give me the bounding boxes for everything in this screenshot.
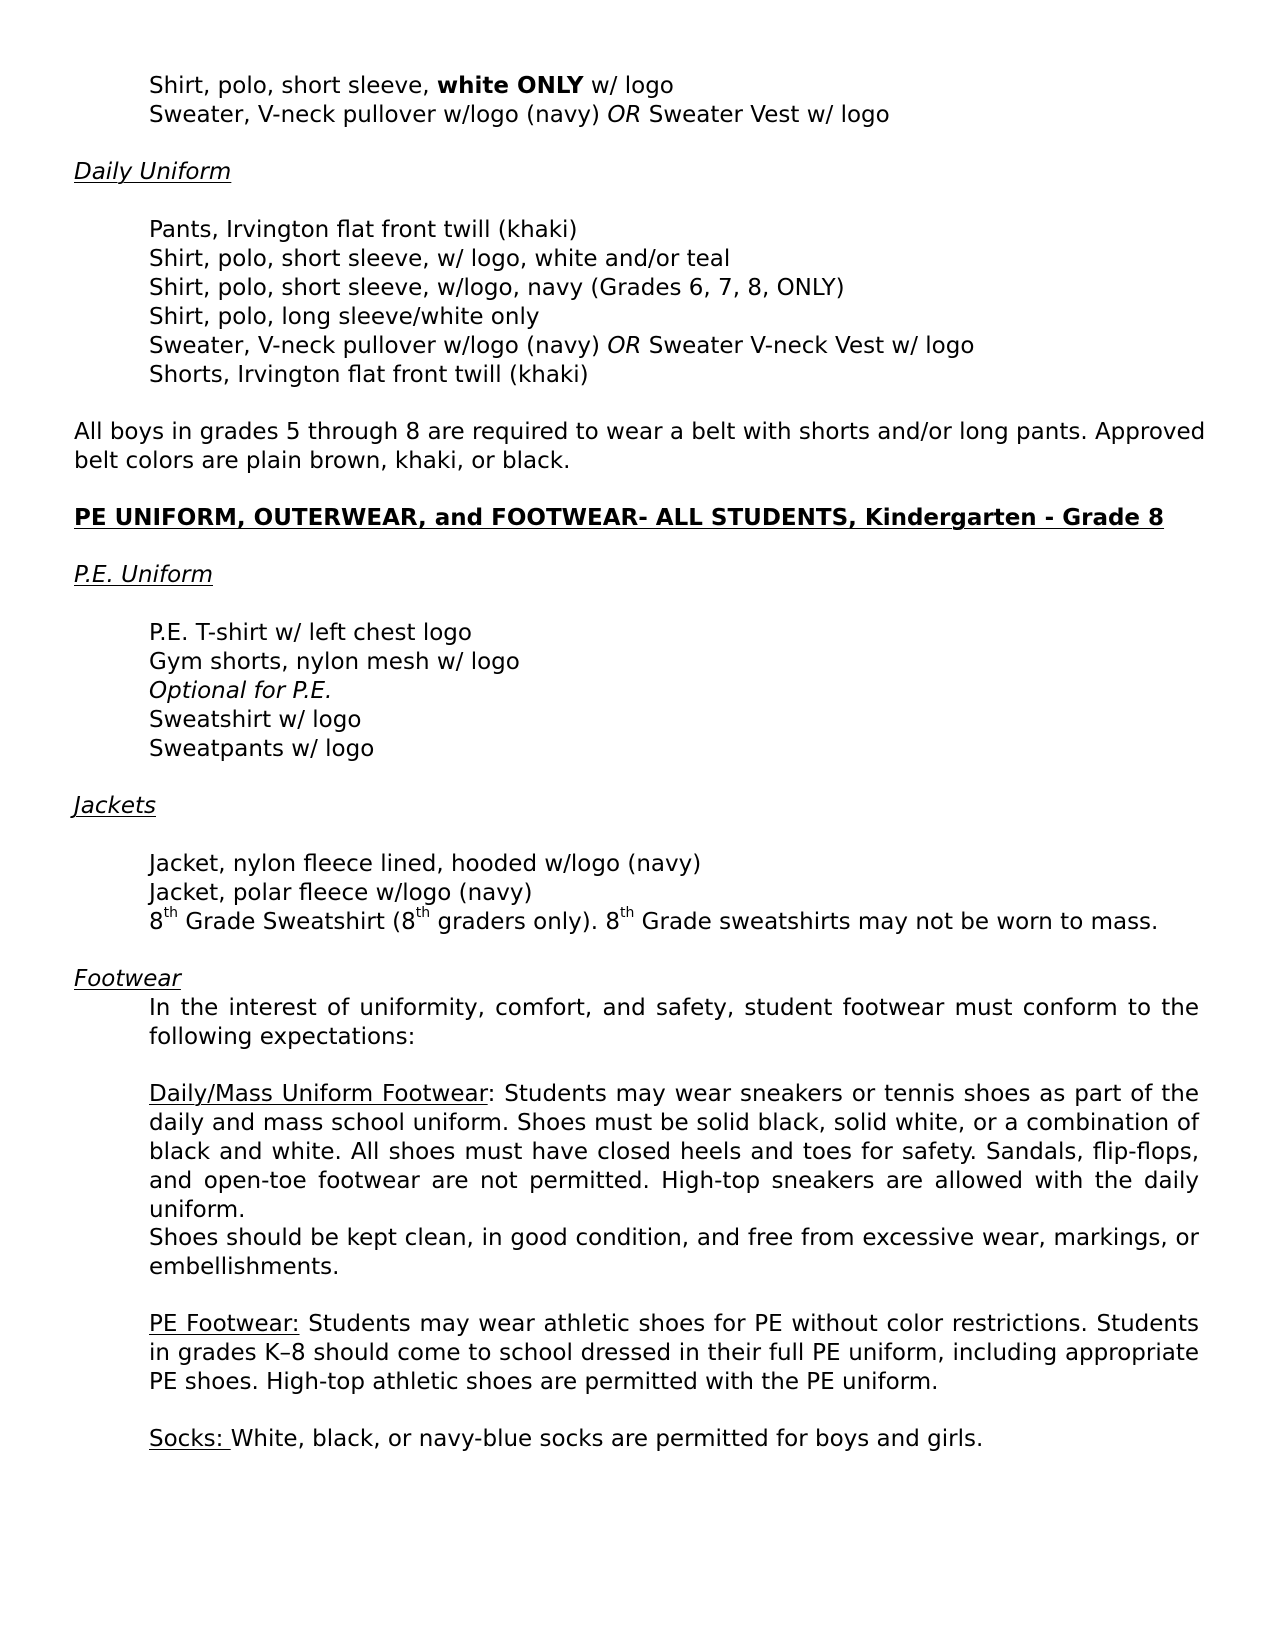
pe-item: Gym shorts, nylon mesh w/ logo	[149, 649, 520, 675]
daily-item: Shirt, polo, short sleeve, w/logo, navy (Grades 6, 7, 8, ONLY)	[149, 275, 845, 301]
grade8-sweatshirt-item	[149, 905, 1159, 937]
paragraph-text: Students may wear athletic shoes for PE without color restrictions. Students in grades K–8 should come to school dressed in their full PE uniform, including appropriate PE shoes. High-top athletic shoes are permitted with the PE uniform.	[149, 1311, 1199, 1395]
item-text: Sweater, V-neck pullover w/logo (navy)	[149, 102, 608, 128]
daily-sweater-item	[149, 332, 974, 361]
daily-item: Shorts, Irvington flat front twill (khaki)	[149, 362, 589, 388]
item-text: graders only). 8	[430, 909, 620, 935]
belt-paragraph-line: belt colors are plain brown, khaki, or black.	[74, 448, 571, 474]
optional-pe-item: Sweatpants w/ logo	[149, 736, 375, 762]
belt-paragraph-line: All boys in grades 5 through 8 are required to wear a belt with shorts and/or long pants. Approved	[74, 419, 1206, 445]
sweater-item	[149, 101, 890, 130]
footwear-intro: In the interest of uniformity, comfort, and safety, student footwear must conform to the following expectations:	[149, 995, 1199, 1050]
pe-section-heading: PE UNIFORM, OUTERWEAR, and FOOTWEAR- ALL STUDENTS, Kindergarten - Grade 8	[74, 505, 1165, 531]
item-text: Sweater V-neck Vest w/ logo	[641, 333, 975, 359]
item-text: Sweater Vest w/ logo	[641, 102, 890, 128]
ordinal-suffix: th	[415, 905, 431, 922]
ordinal-suffix: th	[163, 905, 179, 922]
optional-pe-item: Sweatshirt w/ logo	[149, 707, 362, 733]
paragraph-text: : Students may wear sneakers or tennis shoes as part of the daily and mass school uniform. Shoes must be solid black, solid white, or a combination of black and white. All shoes must have closed heels and toes for safety. Sandals, flip-flops, and open-toe footwear are not permitted. High-top sneakers are allowed with the daily uniform.	[149, 1081, 1200, 1223]
item-text: Grade Sweatshirt (8	[178, 909, 416, 935]
item-text: w/ logo	[583, 73, 674, 99]
daily-item: Shirt, polo, short sleeve, w/ logo, white and/or teal	[149, 246, 731, 272]
paragraph-label: PE Footwear:	[149, 1311, 300, 1337]
daily-uniform-heading: Daily Uniform	[74, 159, 232, 185]
daily-item: Shirt, polo, long sleeve/white only	[149, 304, 540, 330]
pe-item: P.E. T-shirt w/ left chest logo	[149, 620, 472, 646]
item-text: 8	[149, 909, 164, 935]
daily-footwear-paragraph	[149, 1080, 1199, 1225]
jackets-heading: Jackets	[74, 793, 156, 819]
daily-item: Pants, Irvington flat front twill (khaki)	[149, 217, 578, 243]
item-or: OR	[607, 333, 642, 359]
jacket-item: Jacket, nylon fleece lined, hooded w/logo (navy)	[149, 851, 702, 877]
item-emphasis: white ONLY	[436, 73, 584, 99]
paragraph-label: Daily/Mass Uniform Footwear	[149, 1081, 488, 1107]
item-text: Shirt, polo, short sleeve,	[149, 73, 437, 99]
shirt-white-only-item	[149, 72, 674, 101]
jacket-item: Jacket, polar fleece w/logo (navy)	[149, 880, 533, 906]
pe-footwear-paragraph	[149, 1310, 1199, 1397]
ordinal-suffix: th	[620, 905, 635, 922]
shoes-clean-paragraph: Shoes should be kept clean, in good condition, and free from excessive wear, markings, or embellishments.	[149, 1225, 1199, 1280]
socks-paragraph	[149, 1425, 1199, 1454]
paragraph-text: White, black, or navy-blue socks are permitted for boys and girls.	[230, 1426, 984, 1452]
item-text: Grade sweatshirts may not be worn to mass.	[634, 909, 1159, 935]
item-text: Sweater, V-neck pullover w/logo (navy)	[149, 333, 608, 359]
paragraph-label: Socks:	[149, 1426, 231, 1452]
pe-uniform-heading: P.E. Uniform	[74, 562, 213, 588]
item-or: OR	[607, 102, 642, 128]
optional-pe-heading: Optional for P.E.	[149, 678, 333, 704]
footwear-heading: Footwear	[74, 966, 181, 992]
